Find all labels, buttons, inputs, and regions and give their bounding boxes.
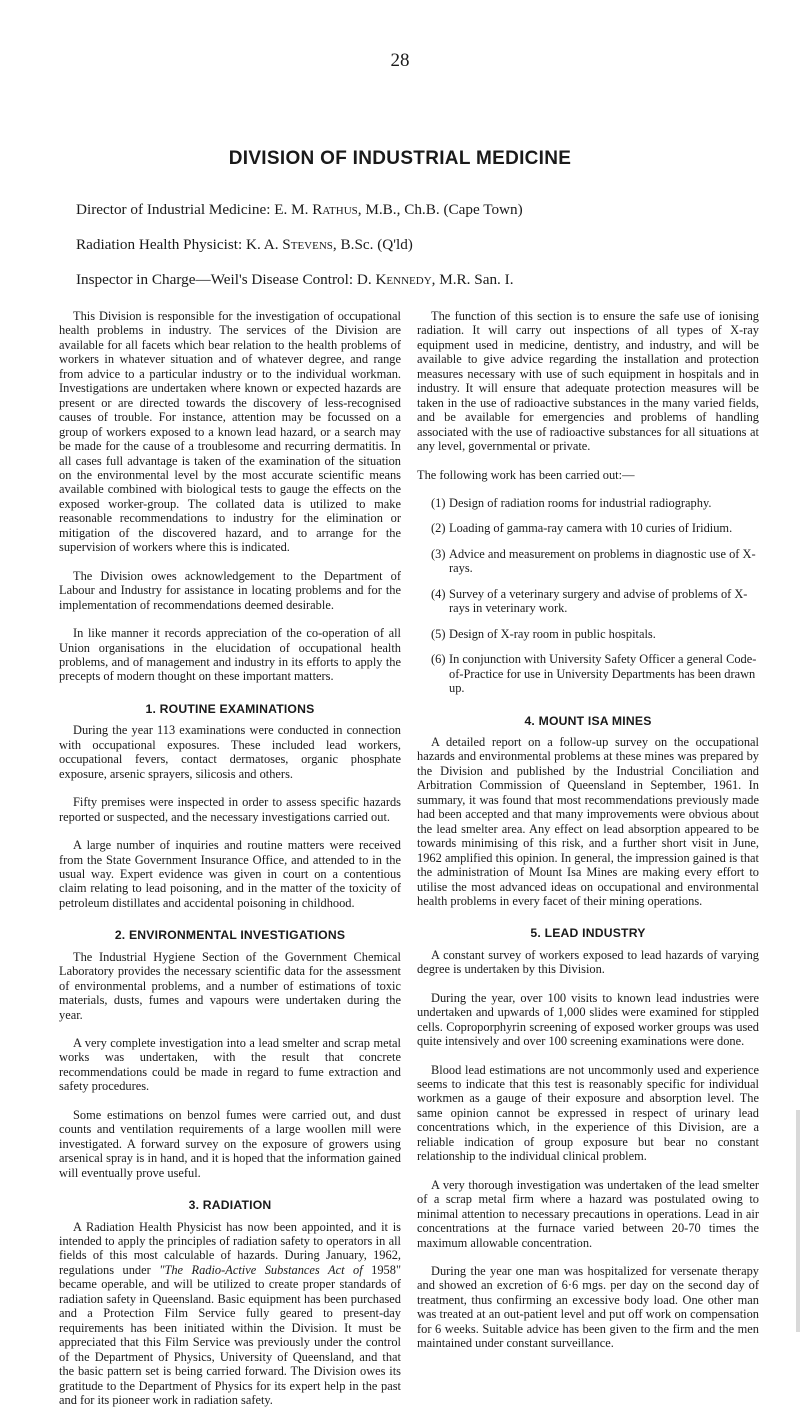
body-paragraph: A detailed report on a follow-up survey on the occupational hazards and environmental problems at these mines was prepared by the Division and published by the Industrial Conciliation and Arbitration Commission of Queensland in September, 1961. In summary, it was found that most recommendations previously made had been accepted and that many improvements were obvious about the lead smelter area. Any effect on lead absorption appeared to be towards minimising of this risk, and a further short visit in June, 1962 amplified this opinion. In general, the impression gained is that the administration of Mount Isa Mines are making every effort to utilise the most advanced ideas on occupational and environmental health problems in every facet of their mining operations. — [417, 734, 759, 908]
left-column — [59, 309, 401, 1421]
item-text: Survey of a veterinary surgery and advise of problems of X-rays in veterinary work. — [449, 586, 748, 616]
item-number: (6) — [431, 652, 446, 667]
act-title: "The Radio-Active Substances Act of — [159, 1262, 363, 1277]
right-column — [417, 309, 759, 1365]
text-run: 1958" became operable, and will be utilized to create proper standards of radiation safety in Queensland. Basic equipment has been purchased and a Protection Film Service fully geared to present-day requirements has been initiated within the Division. It must be appreciated that this Film Service was previously under the control of the Department of Physics, University of Queensland, and that the basic pattern set is being carried forward. The Division owes its gratitude to the Department of Physics for its expert help in the past and for its pioneer work in radiation safety. — [59, 1262, 402, 1407]
section-heading-environmental-investigations: 2. ENVIRONMENTAL INVESTIGATIONS — [114, 928, 346, 943]
section-heading-radiation: 3. RADIATION — [188, 1198, 272, 1213]
body-paragraph: The following work has been carried out:— — [417, 467, 635, 482]
item-number: (5) — [431, 626, 446, 641]
section-heading-lead-industry: 5. LEAD INDUSTRY — [530, 926, 646, 941]
text-run: A Radiation Health Physicist has now been appointed, and it is intended to apply the principles of radiation safety to operators in all fields of this most calculable of hazards. During January, 1962, regulations under — [59, 1219, 401, 1277]
body-paragraph: A very thorough investigation was undertaken of the lead smelter of a scrap metal firm where a hazard was postulated owing to minimal attention to necessary precautions in operations. Lead in air concentrations at the furnace varied between 20-70 times the maximum allowable concentration. — [417, 1177, 759, 1250]
body-paragraph: A constant survey of workers exposed to lead hazards of varying degree is undertaken by this Division. — [417, 947, 759, 977]
work-list — [417, 496, 759, 696]
item-text: Loading of gamma-ray camera with 10 curies of Iridium. — [449, 521, 733, 536]
list-item — [417, 652, 759, 695]
staff-list — [76, 192, 756, 297]
body-paragraph: The Industrial Hygiene Section of the Government Chemical Laboratory provides the necessary scientific data for the assessment of environmental problems, and a number of estimations of toxic materials, dusts, fumes and vapours were undertaken during the year. — [59, 949, 401, 1022]
item-text: Advice and measurement on problems in diagnostic use of X-rays. — [449, 546, 756, 576]
staff-name: Kennedy, — [375, 271, 436, 288]
body-paragraph: Fifty premises were inspected in order to assess specific hazards reported or suspected, and the necessary investigations carried out. — [59, 795, 401, 824]
staff-quals: B.Sc. (Q'ld) — [340, 236, 413, 253]
body-paragraph: During the year one man was hospitalized for versenate therapy and showed an excretion of 6·6 mgs. per day on the second day of treatment, thus confirming an excessive body load. One other man was treated at an out-patient level and put off work on compensation for 6 weeks. Suitable advice has been given to the firm and the men maintained under constant surveillance. — [417, 1264, 759, 1351]
list-item — [417, 547, 759, 576]
body-paragraph — [59, 1220, 401, 1408]
body-paragraph: During the year, over 100 visits to known lead industries were undertaken and upwards of 1,000 slides were examined for stippled cells. Coproporphyrin screening of exposed worker groups was used quite intensively and over 100 screening examinations were done. — [417, 990, 759, 1049]
staff-quals: M.R. San. I. — [439, 271, 514, 288]
section-heading-routine-examinations: 1. ROUTINE EXAMINATIONS — [145, 701, 315, 716]
section-heading-mount-isa-mines: 4. MOUNT ISA MINES — [524, 713, 652, 728]
staff-role: Director of Industrial Medicine: E. M. — [76, 201, 309, 218]
body-paragraph: Some estimations on benzol fumes were carried out, and dust counts and ventilation requirements of a large woollen mill were investigated. A forward survey on the exposure of growers using arsenical spray is in hand, and it is hoped that the information gained will eventually prove useful. — [59, 1107, 401, 1180]
item-text: Design of radiation rooms for industrial radiography. — [449, 495, 712, 510]
intro-paragraph: This Division is responsible for the investigation of occupational health problems in industry. The services of the Division are available for all facets which bear relation to the health problems of workers in whatever situation and of whatever degree, and range from advice to a particular industry or to the individual workman. Investigations are undertaken where known or expected hazards are present or are directed towards the discovery of less-recognised causes of trouble. For instance, attention may be focussed on a group of workers exposed to a known lead hazard, or a search may be made for the cause of a troublesome and recurring dermatitis. In all cases full advantage is taken of the examination of the situation on the environmental level by the most accurate scientific means available combined with biological tests to gauge the effects on the exposed worker-group. The collated data is utilized to make reasonable recommendations to industry for the elimination or mitigation of the discovered hazard, and to arrange for the supervision of workers where this is indicated. — [59, 309, 401, 555]
staff-physicist — [76, 227, 756, 262]
scan-edge — [796, 1110, 800, 1332]
staff-director — [76, 192, 756, 227]
body-paragraph: A very complete investigation into a lead smelter and scrap metal works was undertaken, with the result that concrete recommendations could be made in regard to fume extraction and safety procedures. — [59, 1036, 401, 1094]
intro-paragraph: In like manner it records appreciation of the co-operation of all Union organisations in the elucidation of occupational health problems, and of management and industry in its efforts to apply the precepts of modern thought on these important matters. — [59, 626, 401, 684]
body-paragraph: A large number of inquiries and routine matters were received from the State Government Insurance Office, and attended to in the usual way. Expert evidence was given in court on a contentious claim relating to lead poisoning, and in the matter of the toxicity of petroleum distillates and accidental poisoning in childhood. — [59, 838, 401, 910]
body-paragraph: The function of this section is to ensure the safe use of ionising radiation. It will carry out inspections of all types of X-ray equipment used in medicine, dentistry, and industry, and will be available to give advice regarding the installation and protection measures necessary with use of such equipment in hospitals and in industry. It will ensure that adequate protection measures will be taken in the use of radioactive substances in the many varied fields, and be available for emergencies and problems of handling associated with the use of radioactive substances for all situations at any level, governmental or private. — [417, 309, 759, 454]
staff-name: Stevens, — [282, 236, 337, 253]
staff-role: Inspector in Charge—Weil's Disease Control: D. — [76, 271, 372, 288]
item-text: In conjunction with University Safety Officer a general Code-of-Practice for use in University Departments has been drawn up. — [449, 652, 757, 696]
list-item — [417, 521, 759, 535]
item-number: (4) — [431, 586, 446, 601]
staff-role: Radiation Health Physicist: K. A. — [76, 236, 279, 253]
list-item — [417, 587, 759, 616]
page-number: 28 — [390, 50, 410, 71]
item-number: (3) — [431, 546, 446, 561]
page-title: DIVISION OF INDUSTRIAL MEDICINE — [228, 148, 572, 169]
body-paragraph: During the year 113 examinations were conducted in connection with occupational exposures. These included lead workers, occupational fevers, contact dermatoses, organic phosphate exposure, arsenic sprayers, silicosis and others. — [59, 723, 401, 781]
staff-quals: M.B., Ch.B. (Cape Town) — [365, 201, 523, 218]
item-number: (1) — [431, 495, 446, 510]
list-item — [417, 627, 759, 641]
body-paragraph: Blood lead estimations are not uncommonly used and experience seems to indicate that this test is reasonably specific for individual workmen as a gauge of their exposure and absorption level. The same opinion cannot be expressed in respect of urinary lead concentrations which, in the experience of this Division, are a reliable indication of group exposure but bear no constant relationship to the individual clinical problem. — [417, 1062, 759, 1164]
staff-name: Rathus, — [312, 201, 362, 218]
list-item — [417, 496, 759, 510]
item-number: (2) — [431, 521, 446, 536]
intro-paragraph: The Division owes acknowledgement to the Department of Labour and Industry for assistance in locating problems and for the implementation of recommendations deemed desirable. — [59, 568, 401, 612]
staff-inspector — [76, 262, 756, 297]
item-text: Design of X-ray room in public hospitals. — [449, 626, 656, 641]
